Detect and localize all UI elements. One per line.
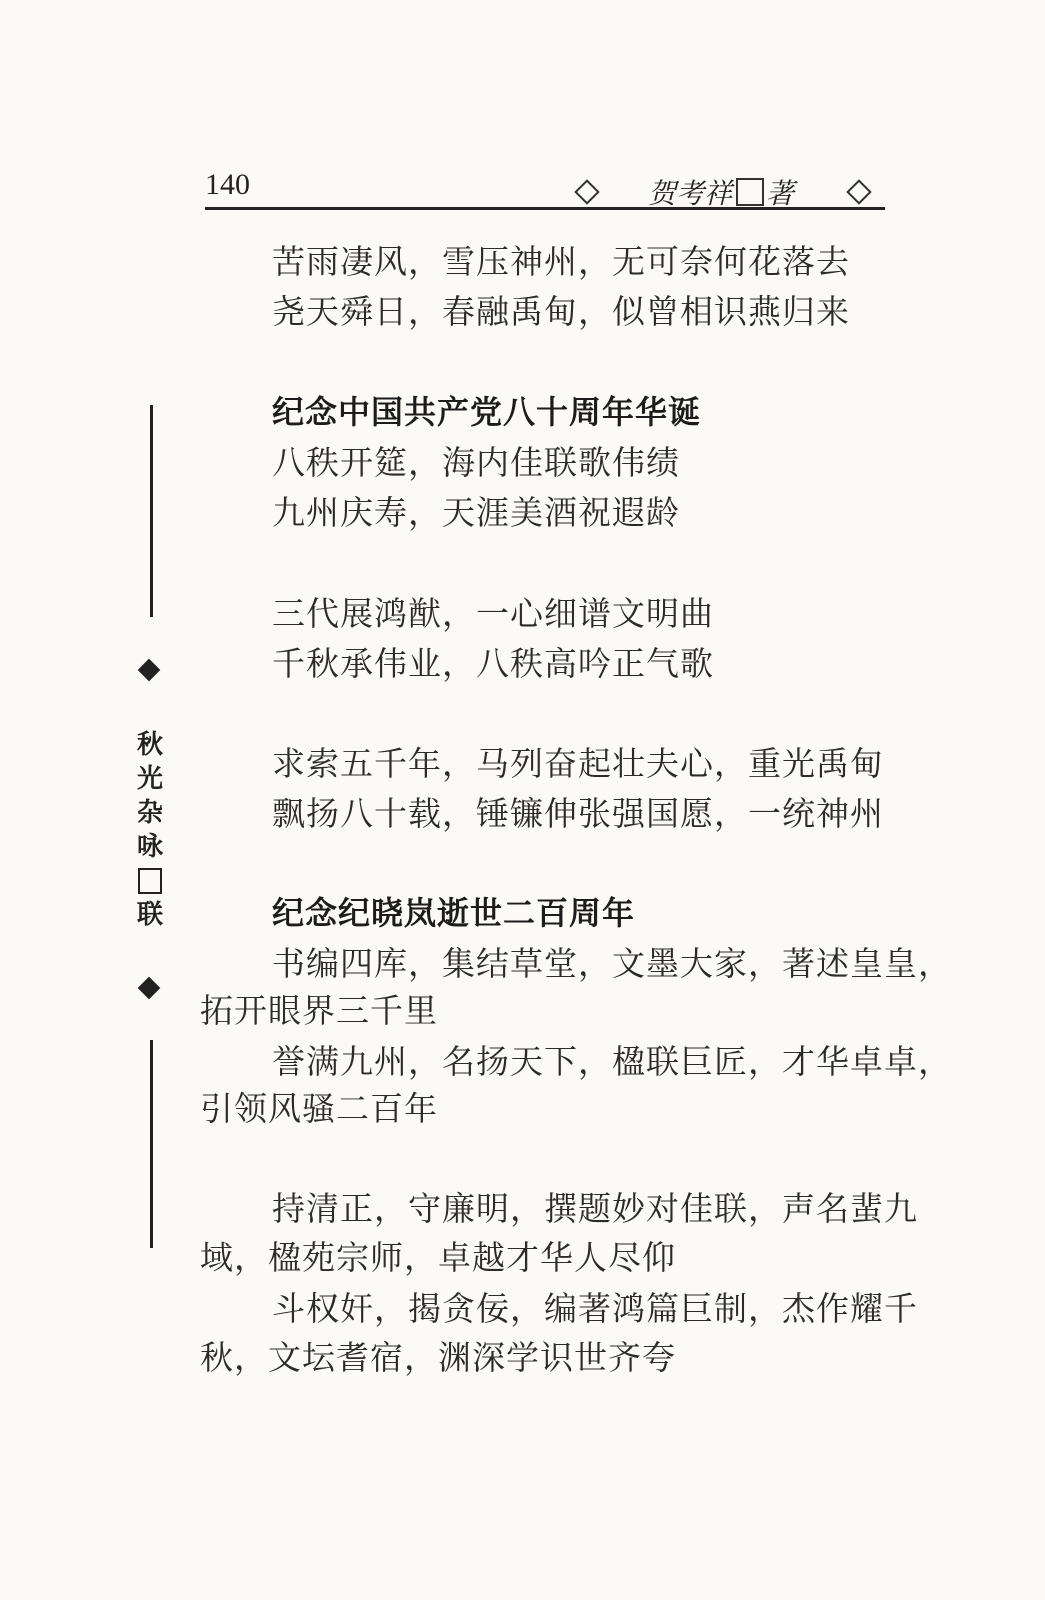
couplet-line: 尧天舜日，春融禹甸，似曾相识燕归来 <box>272 292 850 331</box>
couplet-line: 苦雨凄风，雪压神州，无可奈何花落去 <box>272 242 850 281</box>
sidebar-char: 光 <box>136 764 163 794</box>
couplet-line: 拓开眼界三千里 <box>200 991 438 1030</box>
sidebar-rule-bottom <box>150 1040 153 1248</box>
sidebar-char: 杂 <box>136 798 163 828</box>
couplet-line: 书编四库，集结草堂，文墨大家，著述皇皇， <box>272 944 952 983</box>
page-number: 140 <box>205 168 250 201</box>
couplet-line: 千秋承伟业，八秩高吟正气歌 <box>272 644 714 683</box>
couplet-line: 引领风骚二百年 <box>200 1089 438 1128</box>
sidebar-box-icon <box>138 868 162 894</box>
sidebar-char: 秋 <box>136 730 163 760</box>
sidebar-char: 联 <box>136 900 163 930</box>
couplet-line: 誉满九州，名扬天下，楹联巨匠，才华卓卓， <box>272 1042 952 1081</box>
couplet-line: 持清正，守廉明，撰题妙对佳联，声名蜚九 <box>272 1189 918 1228</box>
couplet-line: 九州庆寿，天涯美酒祝遐龄 <box>272 493 680 532</box>
sidebar-char: 咏 <box>136 832 163 862</box>
sidebar-rule-top <box>150 405 153 617</box>
diamond-outline-icon <box>574 179 599 204</box>
couplet-line: 秋，文坛耆宿，渊深学识世齐夸 <box>200 1338 676 1377</box>
diamond-icon <box>138 659 161 682</box>
couplet-line: 求索五千年，马列奋起壮夫心，重光禹甸 <box>272 744 884 783</box>
section-title: 纪念中国共产党八十周年华诞 <box>272 393 702 431</box>
author-name: 贺考祥 <box>648 177 733 210</box>
diamond-outline-icon <box>846 179 871 204</box>
couplet-line: 斗权奸，揭贪佞，编著鸿篇巨制，杰作耀千 <box>272 1289 918 1328</box>
couplet-line: 三代展鸿猷，一心细谱文明曲 <box>272 594 714 633</box>
sidebar-book-title <box>134 728 166 932</box>
couplet-line: 域，楹苑宗师，卓越才华人尽仰 <box>200 1238 676 1277</box>
couplet-line: 飘扬八十载，锤镰伸张强国愿，一统神州 <box>272 794 884 833</box>
section-title: 纪念纪晓岚逝世二百周年 <box>272 894 636 932</box>
header-rule <box>205 207 885 210</box>
author-suffix: 著 <box>766 177 795 210</box>
header-box-icon <box>736 178 764 206</box>
couplet-line: 八秩开筵，海内佳联歌伟绩 <box>272 443 680 482</box>
running-head <box>578 172 868 212</box>
diamond-icon <box>138 977 161 1000</box>
